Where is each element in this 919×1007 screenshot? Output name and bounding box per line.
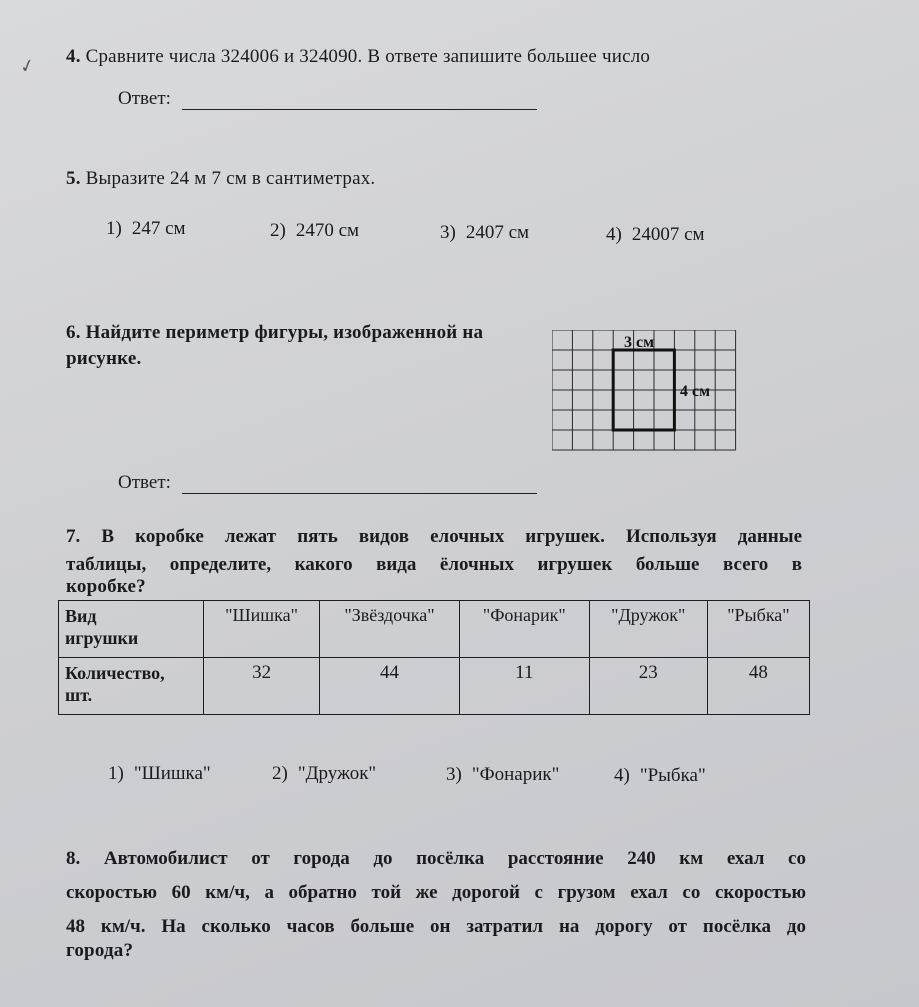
q7-option-2[interactable] bbox=[272, 763, 376, 785]
question-text: Автомобилист от города до посёлка расстояние 240 км ехал со bbox=[103, 848, 806, 869]
question-text: В коробке лежат пять видов елочных игрушек. Используя данные bbox=[101, 526, 802, 547]
q7-option-4[interactable] bbox=[614, 765, 706, 787]
question-6-line-2: рисунке. bbox=[66, 348, 142, 369]
answer-line[interactable] bbox=[182, 493, 537, 494]
question-line-2: скоростью 60 км/ч, а обратно той же дорогой с грузом ехал со скоростью bbox=[66, 882, 806, 903]
question-6 bbox=[66, 322, 483, 344]
table-cell: 32 bbox=[204, 658, 320, 715]
question-8 bbox=[66, 842, 806, 944]
option-value: "Рыбка" bbox=[639, 765, 706, 786]
table-cell: 48 bbox=[707, 658, 809, 715]
table-cell: "Дружок" bbox=[589, 601, 707, 658]
question-number: 7. bbox=[66, 526, 81, 547]
table-cell: 23 bbox=[589, 658, 707, 715]
question-line-1 bbox=[66, 842, 806, 876]
answer-row-6 bbox=[118, 472, 537, 494]
question-5 bbox=[66, 168, 375, 190]
question-number: 8. bbox=[66, 848, 81, 869]
perimeter-figure bbox=[552, 330, 738, 454]
table-row bbox=[59, 658, 810, 715]
table-cell: "Фонарик" bbox=[459, 601, 589, 658]
header-cell: Количество, шт. bbox=[59, 658, 204, 715]
table-cell: 44 bbox=[320, 658, 460, 715]
question-text: Выразите 24 м 7 см в сантиметрах. bbox=[85, 168, 376, 189]
option-value: 2470 см bbox=[295, 220, 360, 241]
q5-option-2[interactable] bbox=[270, 220, 359, 242]
question-line-2: таблицы, определите, какого вида ёлочных игрушек больше всего в bbox=[66, 554, 802, 575]
question-4 bbox=[66, 46, 650, 68]
option-value: 247 см bbox=[131, 218, 186, 239]
question-number: 4. bbox=[66, 46, 81, 67]
table-cell: "Шишка" bbox=[204, 601, 320, 658]
option-number: 2) bbox=[272, 763, 288, 784]
question-number: 6. bbox=[66, 322, 81, 343]
question-line-3: 48 км/ч. На сколько часов больше он затратил на дорогу от посёлка до bbox=[66, 916, 806, 937]
option-number: 4) bbox=[606, 224, 622, 245]
pencil-check-mark: ✓ bbox=[17, 54, 38, 78]
option-number: 2) bbox=[270, 220, 286, 241]
option-value: "Шишка" bbox=[133, 763, 211, 784]
q5-option-1[interactable] bbox=[106, 218, 186, 240]
option-value: "Дружок" bbox=[297, 763, 377, 784]
q5-option-3[interactable] bbox=[440, 222, 529, 244]
answer-line[interactable] bbox=[182, 109, 537, 110]
option-value: 2407 см bbox=[465, 222, 530, 243]
q5-option-4[interactable] bbox=[606, 224, 705, 246]
question-8-line-4: города? bbox=[66, 940, 134, 961]
table-cell: "Звёздочка" bbox=[320, 601, 460, 658]
option-number: 3) bbox=[440, 222, 456, 243]
option-value: 24007 см bbox=[631, 224, 705, 245]
option-number: 1) bbox=[108, 763, 124, 784]
answer-label: Ответ: bbox=[118, 472, 171, 493]
table-cell: 11 bbox=[459, 658, 589, 715]
table-cell: "Рыбка" bbox=[707, 601, 809, 658]
question-7 bbox=[66, 522, 802, 578]
q7-option-1[interactable] bbox=[108, 763, 211, 785]
question-line-1 bbox=[66, 522, 802, 552]
q7-option-3[interactable] bbox=[446, 764, 559, 786]
answer-label: Ответ: bbox=[118, 88, 171, 109]
option-number: 4) bbox=[614, 765, 630, 786]
answer-row-4 bbox=[118, 88, 537, 110]
option-number: 3) bbox=[446, 764, 462, 785]
question-text: Сравните числа 324006 и 324090. В ответе запишите большее число bbox=[85, 46, 651, 67]
figure-width-label: 3 см bbox=[624, 334, 654, 351]
table-row bbox=[59, 601, 810, 658]
toys-table bbox=[58, 600, 810, 715]
figure-height-label: 4 см bbox=[680, 383, 710, 400]
question-7-line-3: коробке? bbox=[66, 576, 146, 597]
header-cell: Вид игрушки bbox=[59, 601, 204, 658]
option-value: "Фонарик" bbox=[471, 764, 560, 785]
question-number: 5. bbox=[66, 168, 81, 189]
question-text-line-1: Найдите периметр фигуры, изображенной на bbox=[85, 322, 484, 343]
option-number: 1) bbox=[106, 218, 122, 239]
